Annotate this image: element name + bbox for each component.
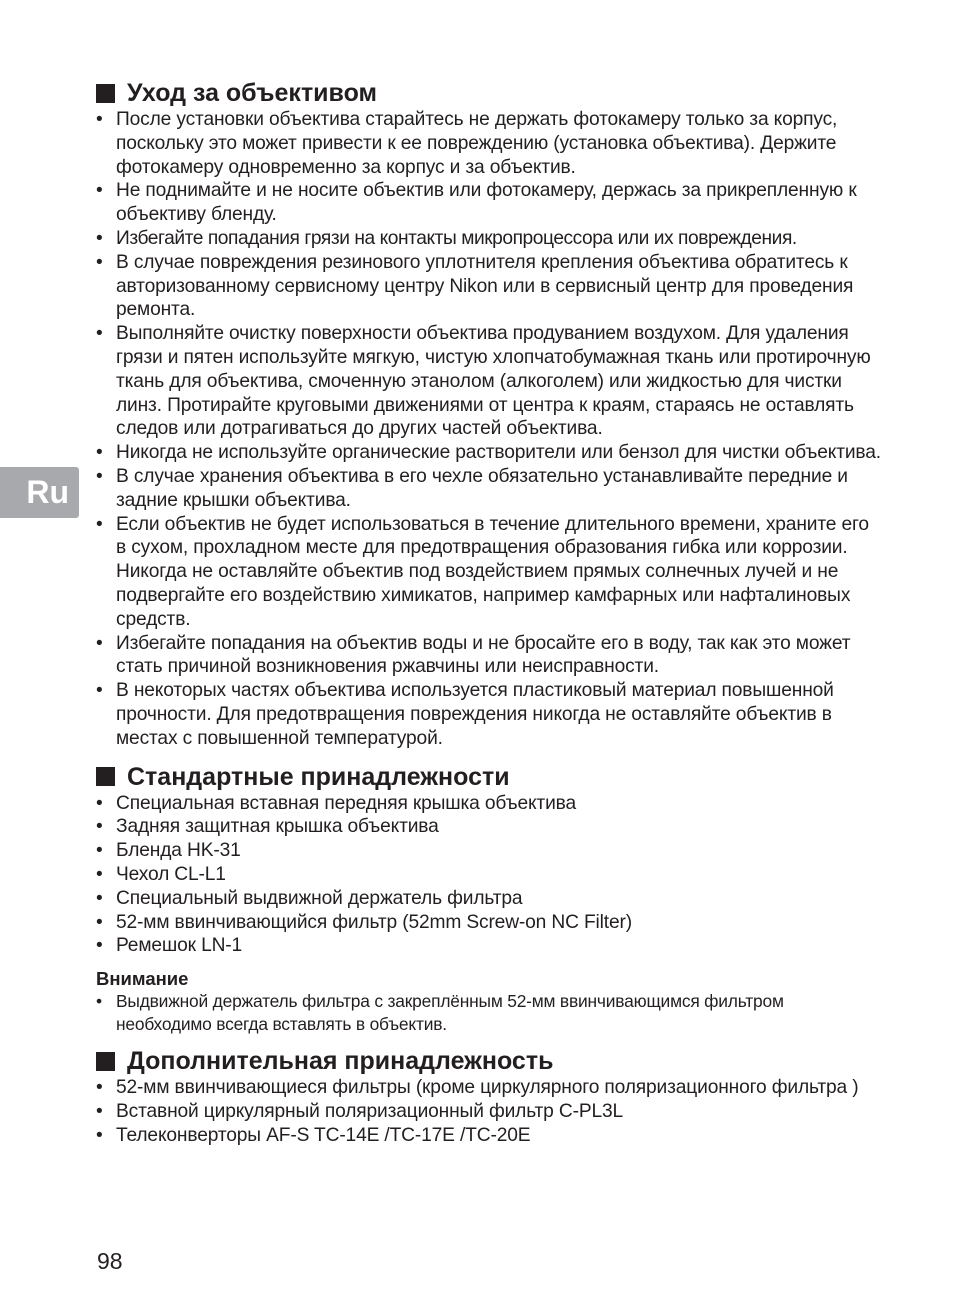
section-title: Стандартные принадлежности (127, 762, 510, 791)
bullet-icon: • (96, 251, 103, 273)
bullet-icon: • (96, 1124, 103, 1146)
list-item: • Избегайте попадания грязи на контакты микропроцессора или их повреждения. (96, 227, 797, 249)
list-item: • Бленда HK-31 (96, 840, 241, 862)
bullet-icon: • (96, 323, 103, 345)
bullet-icon: • (96, 109, 103, 130)
note-list (96, 990, 881, 1035)
list-item: • Не поднимайте и не носите объектив или фотокамеру, держась за прикрепленную к объективу бленду. (96, 180, 857, 226)
bullet-icon: • (96, 911, 103, 933)
bullet-icon: • (96, 887, 103, 909)
bullet-icon: • (96, 816, 103, 838)
page-content (96, 78, 881, 1147)
bullet-icon: • (96, 991, 102, 1012)
bullet-icon: • (96, 680, 103, 702)
section-title: Уход за объективом (127, 79, 378, 107)
list-item: • Выполняйте очистку поверхности объектива продуванием воздухом. Для удаления грязи и пятен используйте мягкую, чистую хлопчатобумажная ткань или протирочную ткань для объектива, смоченную этанолом (алкоголем) или жидкостью для чистки линз. Протирайте круговыми движениями от центра к краям, стараясь не оставлять следов или дотрагиваться до других частей объектива. (96, 323, 871, 440)
list-item: • Избегайте попадания на объектив воды и не бросайте его в воду, так как это может стать причиной возникновения ржавчины или неисправности. (96, 632, 851, 678)
list-item: • В случае хранения объектива в его чехле обязательно устанавливайте передние и задние крышки объектива. (96, 465, 848, 511)
note-title: Внимание (96, 968, 189, 990)
page-number: 98 (97, 1248, 123, 1274)
language-tab: Ru (0, 467, 79, 518)
list-item: • Чехол CL-L1 (96, 863, 226, 885)
bullet-icon: • (96, 227, 103, 249)
bullet-icon: • (96, 863, 103, 885)
bullet-icon: • (96, 632, 103, 654)
list-item: • Никогда не используйте органические растворители или бензол для чистки объектива. (96, 442, 881, 464)
list-item: • Ремешок LN-1 (96, 935, 243, 957)
list-item: • Выдвижной держатель фильтра с закреплённым 52-мм ввинчивающимся фильтром необходимо всегда вставлять в объектив. (96, 991, 784, 1034)
bullet-list (96, 108, 881, 751)
bullet-icon: • (96, 442, 103, 464)
list-item: • 52-мм ввинчивающийся фильтр (52mm Screw-on NC Filter) (96, 911, 632, 933)
bullet-list (96, 1076, 881, 1147)
list-item: • После установки объектива старайтесь не держать фотокамеру только за корпус, поскольку это может привести к ее повреждению (установка объектива). Держите фотокамеру одновременно за корпус и за объектив. (96, 109, 838, 178)
bullet-icon: • (96, 1100, 103, 1122)
list-item: • Задняя защитная крышка объектива (96, 816, 439, 838)
section-heading (96, 78, 881, 108)
bullet-icon: • (96, 513, 103, 535)
section-heading (96, 762, 881, 792)
bullet-icon: • (96, 935, 103, 957)
standard-accessories-section (96, 762, 881, 1036)
list-item: • Если объектив не будет использоваться в течение длительного времени, храните его в сухом, прохладном месте для предотвращения образования гибка или коррозии. Никогда не оставляйте объектив под воздействием прямых солнечных лучей и не подвергайте его воздействию химикатов, например камфарных или нафталиновых средств. (96, 513, 869, 630)
bullet-icon: • (96, 465, 103, 487)
list-item: • Телеконверторы AF-S TC-14E /TC-17E /TC-20E (96, 1124, 531, 1146)
square-bullet-icon (96, 767, 115, 786)
section-title: Дополнительная принадлежность (127, 1047, 554, 1076)
bullet-list (96, 792, 881, 959)
list-item: • Вставной циркулярный поляризационный фильтр C-PL3L (96, 1100, 624, 1122)
optional-accessories-section (96, 1046, 881, 1147)
list-item: • 52-мм ввинчивающиеся фильтры (кроме циркулярного поляризационного фильтра ) (96, 1077, 859, 1099)
square-bullet-icon (96, 1052, 115, 1071)
square-bullet-icon (96, 84, 115, 103)
bullet-icon: • (96, 840, 103, 862)
list-item: • В случае повреждения резинового уплотнителя крепления объектива обратитесь к авторизованному сервисному центру Nikon или в сервисный центр для проведения ремонта. (96, 251, 854, 321)
list-item: • Специальная вставная передняя крышка объектива (96, 792, 576, 814)
lens-care-section (96, 78, 881, 751)
bullet-icon: • (96, 792, 103, 814)
section-heading (96, 1046, 881, 1076)
bullet-icon: • (96, 180, 103, 202)
list-item: • Специальный выдвижной держатель фильтра (96, 887, 523, 909)
list-item: • В некоторых частях объектива используется пластиковый материал повышенной прочности. Для предотвращения повреждения никогда не оставляйте объектив в местах с повышенной температурой. (96, 680, 834, 749)
bullet-icon: • (96, 1077, 103, 1099)
